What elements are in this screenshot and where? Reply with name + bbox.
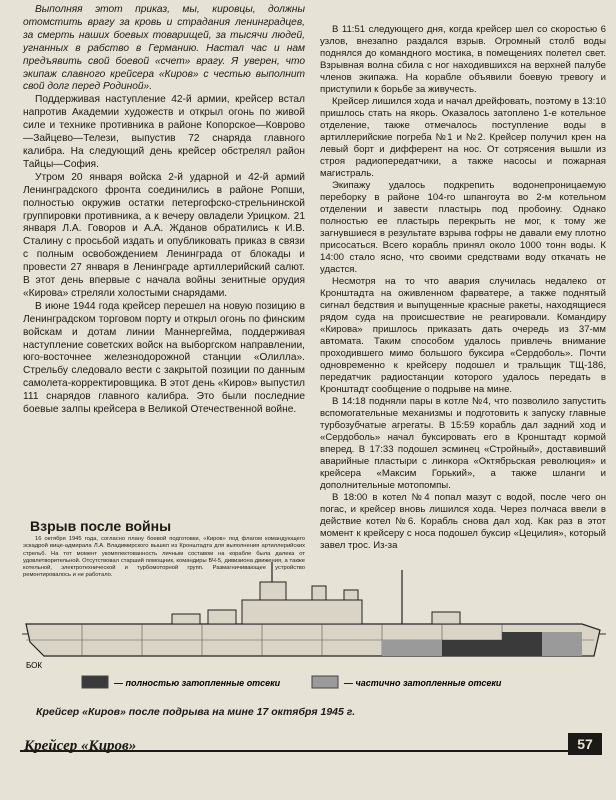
legend-swatch-partial [312,676,338,688]
figure-caption: Крейсер «Киров» после подрыва на мине 17 октября 1945 г. [36,706,356,718]
funnel-fore [312,586,326,600]
paragraph: Поддерживая наступление 42-й армии, крейсер встал напротив Академии художеств и открыл огонь по живой силе и технике противника в районе Копорское—Коврово—Зайцево—Телези, выпустив 72 снаряда главного калибра. На следующий день крейсер обстрелял район Тайцы—София. [23,94,305,170]
paragraph: Утром 20 января войска 2-й ударной и 42-й армий Ленинградского фронта соединились в районе Ропши, полностью окружив остатки петергофско-стрельнинской группировки противника, а к вечеру овладели Урицком. 21 января Л.А. Говоров и А.А. Жданов обратились к И.В. Сталину с просьбой издать и опубликовать приказ в связи с полным освобождением Ленинграда от блокады и провести 27 января в Ленинграде артиллерийский салют. В этот день впервые с начала войны зенитные орудия «Кирова» стреляли холостыми снарядами. [23,171,305,299]
ship-damage-diagram [22,560,606,730]
turret [172,614,200,624]
paragraph: В 11:51 следующего дня, когда крейсер шел со скоростью 6 узлов, внезапно раздался взрыв. Огромный столб воды поднялся до командного мостика, в помещениях полетел свет. Взрывная волна сбила с ног находившихся на верхней палубе членов экипажа. На корабле объявили боевую тревогу и приступили к борьбе за живучесть. [320,24,606,95]
side-label: БОК [26,661,43,670]
partially-flooded-compartment [542,632,582,656]
page-number: 57 [568,733,602,755]
quote-paragraph: Выполняя этот приказ, мы, кировцы, должны отомстить врагу за кровь и страдания ленинградцев, за смерть наших боевых товарищей, за тысячи людей, угнанных в рабство в Германию. Настал час и нам предъявить свой боевой «счет» врагу. Я уверен, что экипаж славного крейсера «Киров» с честью выполнит свой долг перед Родиной». [23,4,305,93]
legend-label-partial: — частично затопленные отсеки [344,678,502,688]
left-column [23,4,305,417]
section-body [23,536,305,580]
footer-title: Крейсер «Киров» [24,738,137,754]
bridge [260,582,286,600]
section-heading: Взрыв после войны [30,518,172,534]
partially-flooded-compartment [382,640,442,656]
paragraph: 16 октября 1945 года, согласно плану боевой подготовки, «Киров» под флагом командующего эскадрой вице-адмирала Л.А. Владимирского вышел из Кронштадта для выполнения артиллерийских стрельб. На тот момент укомплектованность личным составом на корабле была далека от удовлетворительной. Отсутствовал старший помощник, командиры БЧ-5, дивизиона движения, а также котельной, электротехнической и турбомоторной групп. Размагничивающее устройство ремонтировалось и не работало. [23,536,305,579]
paragraph: Экипажу удалось подкрепить водонепроницаемую переборку в районе 104-го шпангоута во 2-м котельном отделении и завести пластырь под пробоину. Однако полностью ее пластырь перекрыть не мог, к тому же загнувшиеся в результате взрыва гофры не давали ему плотно присосаться. Всего корабль принял около 1000 тонн воды. К 14:00 стало ясно, что своими средствами воду откачать не удастся. [320,180,606,275]
paragraph: Несмотря на то что авария случилась недалеко от Кронштадта на оживленном фарватере, а также поднятый сигнал бедствия и выпущенные красные ракеты, находящиеся рядом суда на происшествие не реагировали. Командиру «Кирова» пришлось приказать дать очередь из 37-мм автомата. Таким способом удалось привлечь внимание проходившего мимо большого буксира «Сердоболь». Почти одновременно к крейсеру подошел и тральщик ТЩ-186, передатчик радиостанции которого удалось передать в Кронштадт сообщение о подрыве на мине. [320,276,606,395]
fully-flooded-compartment [442,640,502,656]
superstructure [242,600,362,624]
turret [432,612,460,624]
turret [208,610,236,624]
paragraph: В 18:00 в котел №4 попал мазут с водой, после чего он погас, и крейсер вновь лишился хода. Через полчаса ввели в действие котел №6. Корабль снова дал ход. Как раз в этот момент к крейсеру с носа подошел буксир «Цецилия», который завел трос. Из-за [320,492,606,551]
paragraph: В июне 1944 года крейсер перешел на новую позицию в Ленинградском торговом порту и открыл огонь по финским войскам и дотам линии Маннергейма, поддерживая наступление советских войск на выборгском направлении, юго-восточнее железнодорожной станции «Олилла». Стрельбу следовало вести с закрытой позиции по данным самолета-корректировщика. В этот день «Киров» выпустил 111 снарядов главного калибра. Это были последние боевые залпы крейсера в Великой Отечественной войне. [23,300,305,416]
paragraph: Крейсер лишился хода и начал дрейфовать, поэтому в 13:10 пришлось стать на якорь. Оказалось затоплено 1-е котельное отделение, также отмечалось поступление воды в артиллерийские погреба №1 и №2. Крейсер получил крен на левый борт и дифферент на нос. От сотрясения вышли из строя радиопередатчики, а также насосы и пожарная магистраль. [320,96,606,179]
fully-flooded-compartment [502,632,542,656]
paragraph: В 14:18 подняли пары в котле №4, что позволило запустить вспомогательные механизмы и подготовить к запуску главные турбозубчатые агрегаты. В 15:59 корабль дал задний ход и «Сердоболь» начал буксировать его в Кронштадт кормой вперед. В 17:33 подошел эсминец «Стройный», доставивший аварийные пластыри с линкора «Октябрьская революция» и крейсера «Максим Горький», а также шланги и дополнительные мотопомпы. [320,396,606,491]
right-column [320,24,606,552]
legend-swatch-full [82,676,108,688]
funnel-aft [344,590,358,600]
legend-label-full: — полностью затопленные отсеки [114,678,281,688]
